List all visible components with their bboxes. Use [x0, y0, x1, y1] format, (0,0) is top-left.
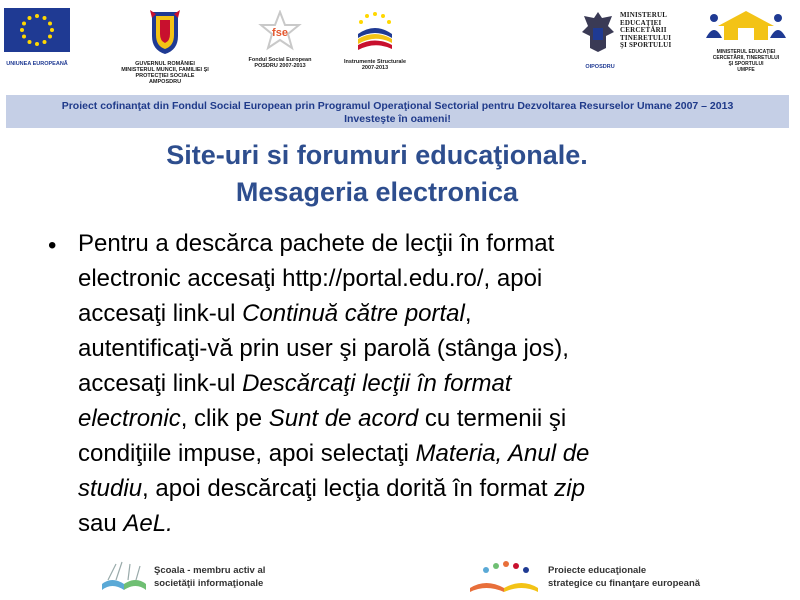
- open-book-icon: [98, 558, 150, 594]
- bullet-line-5: [78, 366, 768, 401]
- footer-right-text: Proiecte educaţionale strategice cu finanţare europeană: [548, 565, 701, 589]
- italic-run: Continuă către portal: [242, 300, 465, 327]
- text-run: cu termenii şi: [418, 405, 567, 432]
- text-run: accesaţi link-ul: [78, 300, 243, 327]
- italic-run: AeL.: [123, 510, 173, 537]
- footer-left-text: Şcoala - membru activ al societăţii informaţionale: [154, 565, 266, 589]
- project-banner: [6, 95, 789, 128]
- slide-title-line-1: Site-uri si forumuri educaţionale.: [166, 140, 588, 170]
- fse-caption: Fondul Social European POSDRU 2007-2013: [248, 57, 312, 69]
- footer-logo-right: [466, 558, 706, 596]
- italic-run: Materia, Anul de: [415, 440, 590, 467]
- romania-coat-of-arms-icon: [148, 8, 182, 56]
- text-run: , apoi descărcaţi lecţia dorită în format: [142, 475, 555, 502]
- fse-mark-text: fse: [272, 27, 288, 39]
- italic-run: studiu: [78, 475, 143, 502]
- text-run: condiţiile impuse, apoi selectaţi: [78, 440, 416, 467]
- bullet-line-4: autentificaţi-vă prin user şi parolă (stânga jos),: [78, 335, 569, 362]
- books-people-icon: [466, 558, 542, 594]
- fse-logo: [240, 10, 320, 69]
- structural-instruments-icon: [352, 8, 398, 54]
- banner-line-1: Proiect cofinanţat din Fondul Social European prin Programul Operaţional Sectorial pentru Dezvoltarea Resurselor Umane 2007 – 2013: [61, 100, 734, 112]
- bullet-line-7: [78, 436, 768, 471]
- ministry-left-caption: OIPOSDRU: [585, 64, 615, 70]
- bullet-text: [78, 226, 768, 541]
- text-run: sau: [78, 510, 124, 537]
- italic-run: Descărcaţi lecţii în format: [242, 370, 512, 397]
- slide-title-line-2: Mesageria electronica: [235, 177, 519, 207]
- ministry-right-caption: MINISTERUL EDUCAŢIEI CERCETĂRII, TINERETULUI ŞI SPORTULUI UMPFE: [712, 49, 780, 73]
- bullet-line-2: electronic accesaţi http://portal.edu.ro/, apoi: [78, 265, 543, 292]
- structural-instruments-logo: [330, 8, 420, 71]
- government-caption: GUVERNUL ROMÂNIEI MINISTERUL MUNCII, FAMILIEI ŞI PROTECŢIEI SOCIALE AMPOSDRU: [121, 61, 209, 85]
- logo-strip: [0, 0, 800, 92]
- eu-logo: [4, 8, 70, 67]
- italic-run: electronic: [78, 405, 181, 432]
- eu-flag-icon: [4, 8, 70, 52]
- house-people-icon: [702, 8, 790, 44]
- bullet-line-1: Pentru a descărca pachete de lecţii în format: [78, 230, 555, 257]
- fse-star-icon: [258, 10, 302, 52]
- bullet-line-3: [78, 296, 768, 331]
- bullet-line-6: [78, 401, 768, 436]
- eu-caption: UNIUNEA EUROPEANĂ: [6, 61, 68, 67]
- ministry-logo-right: [695, 8, 797, 73]
- banner-line-2: Investeşte în oameni!: [344, 113, 451, 125]
- bullet-marker: •: [48, 232, 57, 259]
- slide-title: [0, 137, 754, 211]
- bullet-line-9: [78, 506, 768, 541]
- eagle-coat-of-arms-icon: [580, 10, 616, 54]
- footer-logo-left: [98, 558, 328, 596]
- italic-run: Sunt de acord: [268, 405, 419, 432]
- bullet-line-8: [78, 471, 768, 506]
- text-run: ,: [464, 300, 472, 327]
- structural-instruments-caption: Instrumente Structurale 2007-2013: [343, 59, 407, 71]
- text-run: , clik pe: [180, 405, 269, 432]
- text-run: accesaţi link-ul: [78, 370, 243, 397]
- government-logo: [110, 8, 220, 85]
- italic-run: zip: [554, 475, 585, 502]
- ministry-left-name: MINISTERUL EDUCAŢIEI CERCETĂRII TINERETULUI ŞI SPORTULUI: [620, 11, 672, 50]
